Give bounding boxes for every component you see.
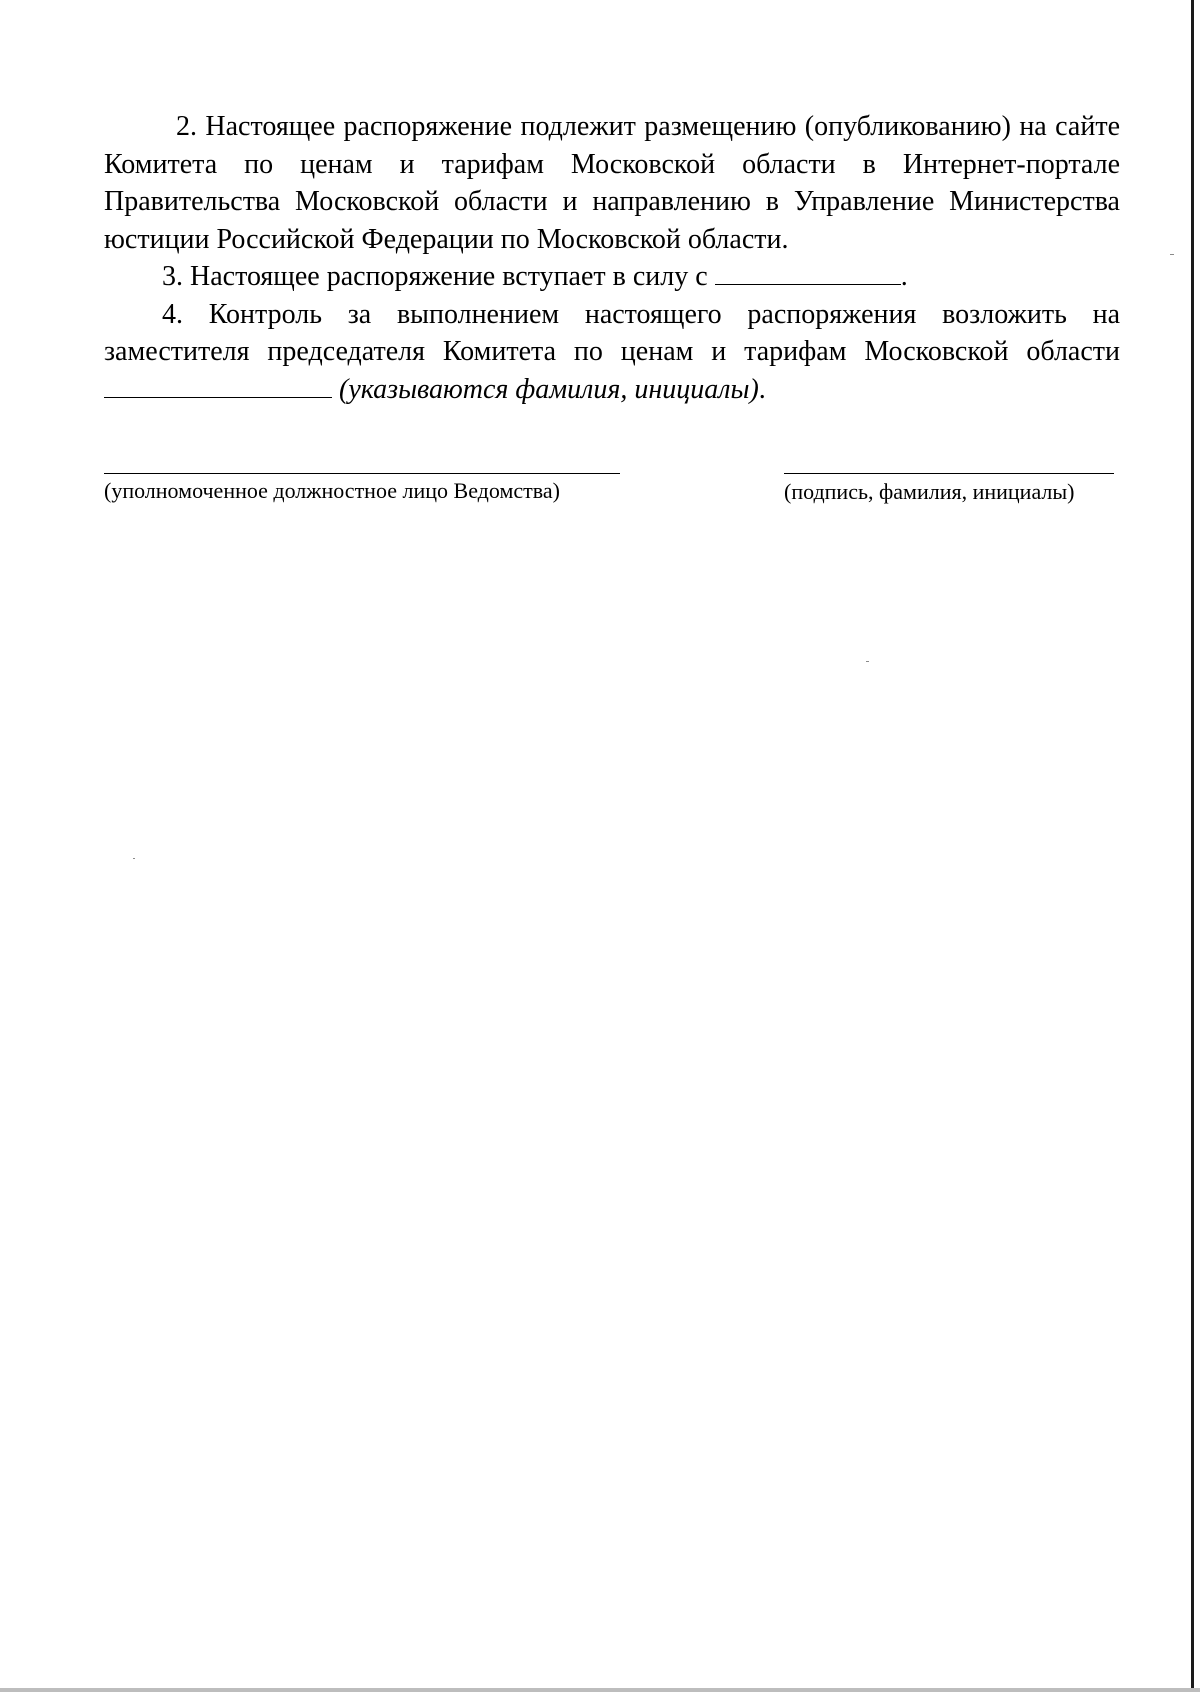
paragraph-2-text: 2. Настоящее распоряжение подлежит размещению (опубликованию) на сайте Комитета по ценам и тарифам Московской области в Интернет-портале Правительства Московской области и направлению в Управление Министерства юстиции Российской Федерации по Московской области. [104,111,1120,255]
document-body [104,108,1120,408]
scan-edge-bottom [0,1688,1200,1692]
official-caption: (уполномоченное должностное лицо Ведомства) [104,478,560,503]
official-signature-line[interactable] [104,473,620,474]
paragraph-3 [104,258,1120,296]
paragraph-2 [104,108,1120,258]
scan-speck [1170,254,1174,255]
scan-speck [133,858,135,859]
paragraph-3-end: . [900,261,908,292]
paragraph-4-end: . [758,373,766,405]
signature-name-line[interactable] [784,473,1114,474]
paragraph-3-text: 3. Настоящее распоряжение вступает в силу с [162,261,715,292]
deputy-name-blank-field[interactable] [104,373,332,398]
scan-speck [866,661,869,662]
signature-caption: (подпись, фамилия, инициалы) [784,479,1075,504]
paragraph-4-text: 4. Контроль за выполнением настоящего распоряжения возложить на заместителя председателя Комитета по ценам и тарифам Московской области [104,298,1120,367]
paragraph-4 [104,296,1120,409]
scan-edge-right [1191,0,1194,1692]
date-blank-field[interactable] [715,260,901,285]
paragraph-4-italic-note: (указываются фамилия, инициалы) [332,373,759,405]
